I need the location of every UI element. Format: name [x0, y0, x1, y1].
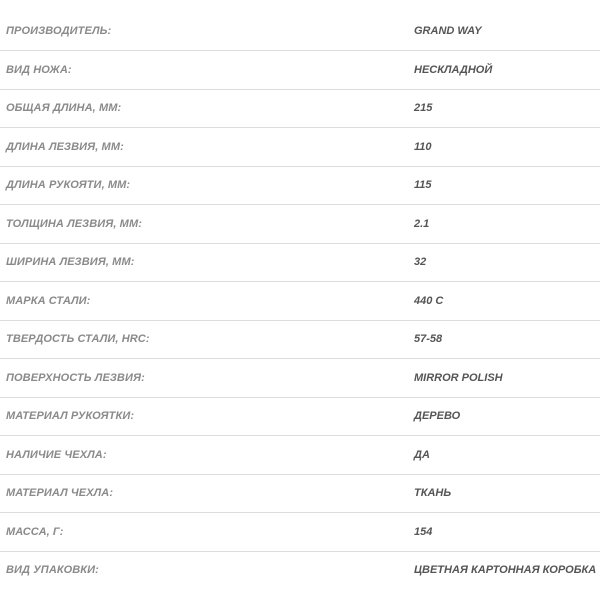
spec-value: MIRROR POLISH: [414, 372, 503, 384]
spec-row-handle-material: [0, 397, 600, 435]
spec-value: 154: [414, 526, 433, 538]
spec-value: 440 C: [414, 295, 444, 307]
spec-value: НЕСКЛАДНОЙ: [414, 64, 493, 76]
spec-value: 115: [414, 179, 432, 191]
spec-label: МАРКА СТАЛИ:: [6, 295, 91, 307]
spec-row-blade-width: [0, 243, 600, 281]
spec-row-blade-thickness: [0, 205, 600, 243]
spec-row-knife-type: [0, 51, 600, 89]
spec-label: ВИД УПАКОВКИ:: [6, 564, 99, 576]
spec-value: 110: [414, 141, 432, 153]
spec-value: 2.1: [414, 218, 430, 230]
spec-label: ОБЩАЯ ДЛИНА, ММ:: [6, 102, 122, 114]
spec-label: МАТЕРИАЛ РУКОЯТКИ:: [6, 410, 135, 422]
spec-value: ДЕРЕВО: [414, 410, 461, 422]
spec-label: НАЛИЧИЕ ЧЕХЛА:: [6, 449, 107, 461]
spec-row-packaging: [0, 551, 600, 589]
spec-row-weight: [0, 513, 600, 551]
spec-row-blade-length: [0, 128, 600, 166]
spec-label: ДЛИНА РУКОЯТИ, ММ:: [6, 179, 131, 191]
spec-value: 215: [414, 102, 433, 114]
spec-label: ШИРИНА ЛЕЗВИЯ, ММ:: [6, 256, 135, 268]
spec-value: GRAND WAY: [414, 25, 482, 37]
spec-label: ПОВЕРХНОСТЬ ЛЕЗВИЯ:: [6, 372, 145, 384]
spec-label: МАССА, Г:: [6, 526, 64, 538]
spec-label: ДЛИНА ЛЕЗВИЯ, ММ:: [6, 141, 124, 153]
spec-row-blade-surface: [0, 359, 600, 397]
spec-row-handle-length: [0, 166, 600, 204]
spec-row-manufacturer: [0, 12, 600, 50]
spec-row-sheath-material: [0, 474, 600, 512]
spec-value: ДА: [414, 449, 430, 461]
spec-value: ЦВЕТНАЯ КАРТОННАЯ КОРОБКА: [414, 564, 597, 576]
spec-value: 57-58: [414, 333, 443, 345]
spec-row-sheath-included: [0, 436, 600, 474]
spec-value: 32: [414, 256, 427, 268]
spec-label: ПРОИЗВОДИТЕЛЬ:: [6, 25, 112, 37]
spec-label: ТОЛЩИНА ЛЕЗВИЯ, ММ:: [6, 218, 142, 230]
spec-row-steel-grade: [0, 282, 600, 320]
spec-row-steel-hardness: [0, 320, 600, 358]
spec-value: ТКАНЬ: [414, 487, 452, 499]
spec-row-total-length: [0, 89, 600, 127]
spec-label: ТВЕРДОСТЬ СТАЛИ, HRC:: [6, 333, 150, 345]
spec-label: ВИД НОЖА:: [6, 64, 72, 76]
spec-label: МАТЕРИАЛ ЧЕХЛА:: [6, 487, 114, 499]
